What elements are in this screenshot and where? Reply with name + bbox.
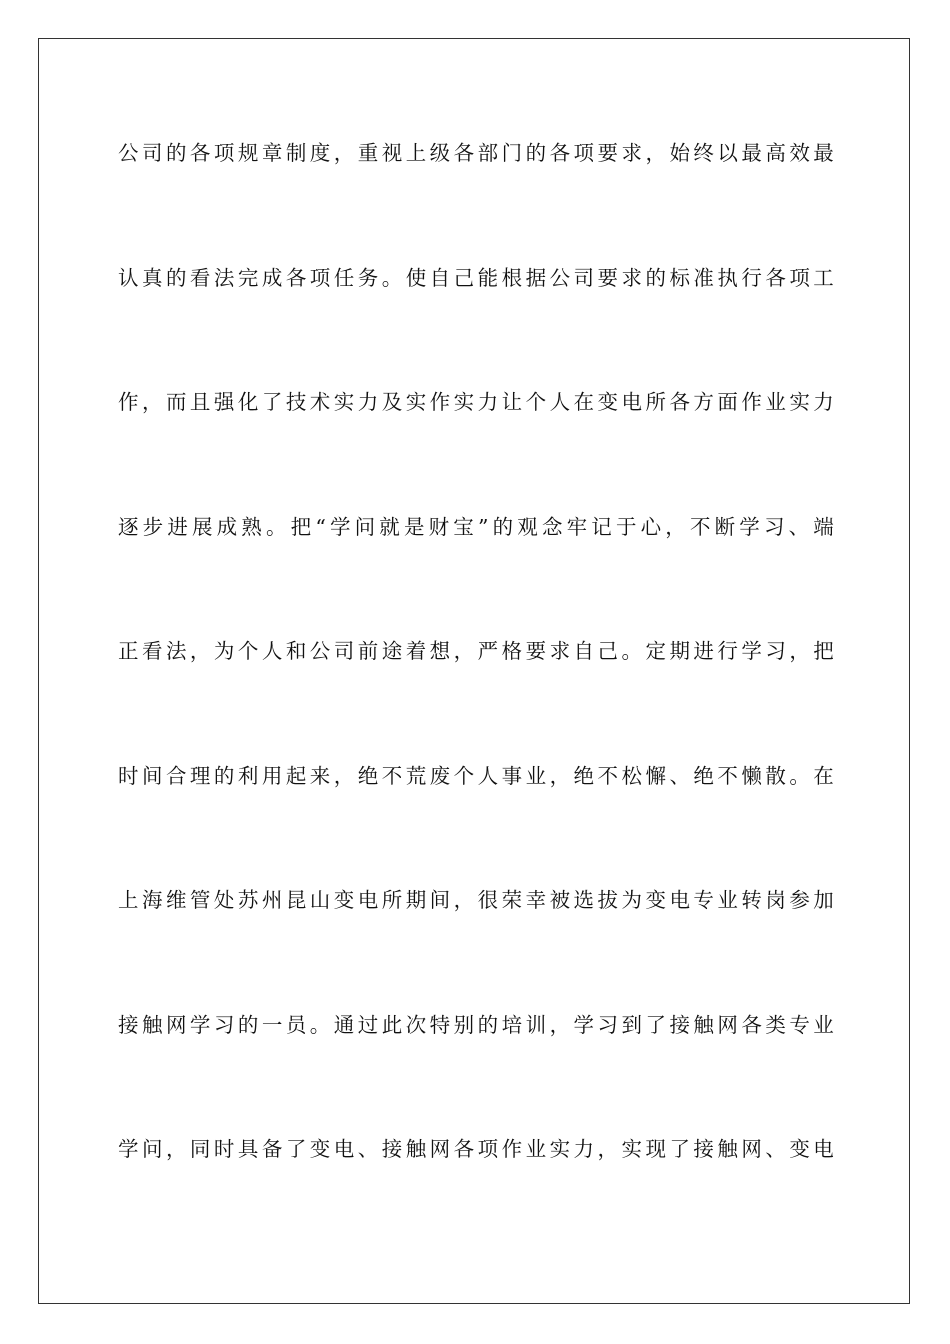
- body-text-line: 作，而且强化了技术实力及实作实力让个人在变电所各方面作业实力: [118, 390, 834, 414]
- body-text-line: 接触网学习的一员。通过此次特别的培训，学习到了接触网各类专业: [118, 1012, 834, 1037]
- body-text-line: 逐步进展成熟。把“学问就是财宝”的观念牢记于心，不断学习、端: [118, 514, 834, 539]
- body-text-line: 正看法，为个人和公司前途着想，严格要求自己。定期进行学习，把: [118, 639, 834, 663]
- body-text-line: 学问，同时具备了变电、接触网各项作业实力，实现了接触网、变电: [118, 1137, 834, 1161]
- body-text-line: 上海维管处苏州昆山变电所期间，很荣幸被选拔为变电专业转岗参加: [118, 888, 834, 912]
- document-body: [118, 133, 834, 1254]
- body-text-line: 时间合理的利用起来，绝不荒废个人事业，绝不松懈、绝不懒散。在: [118, 763, 834, 788]
- body-text-line: 认真的看法完成各项任务。使自己能根据公司要求的标准执行各项工: [118, 265, 834, 290]
- body-text-line: 公司的各项规章制度，重视上级各部门的各项要求，始终以最高效最: [118, 141, 834, 165]
